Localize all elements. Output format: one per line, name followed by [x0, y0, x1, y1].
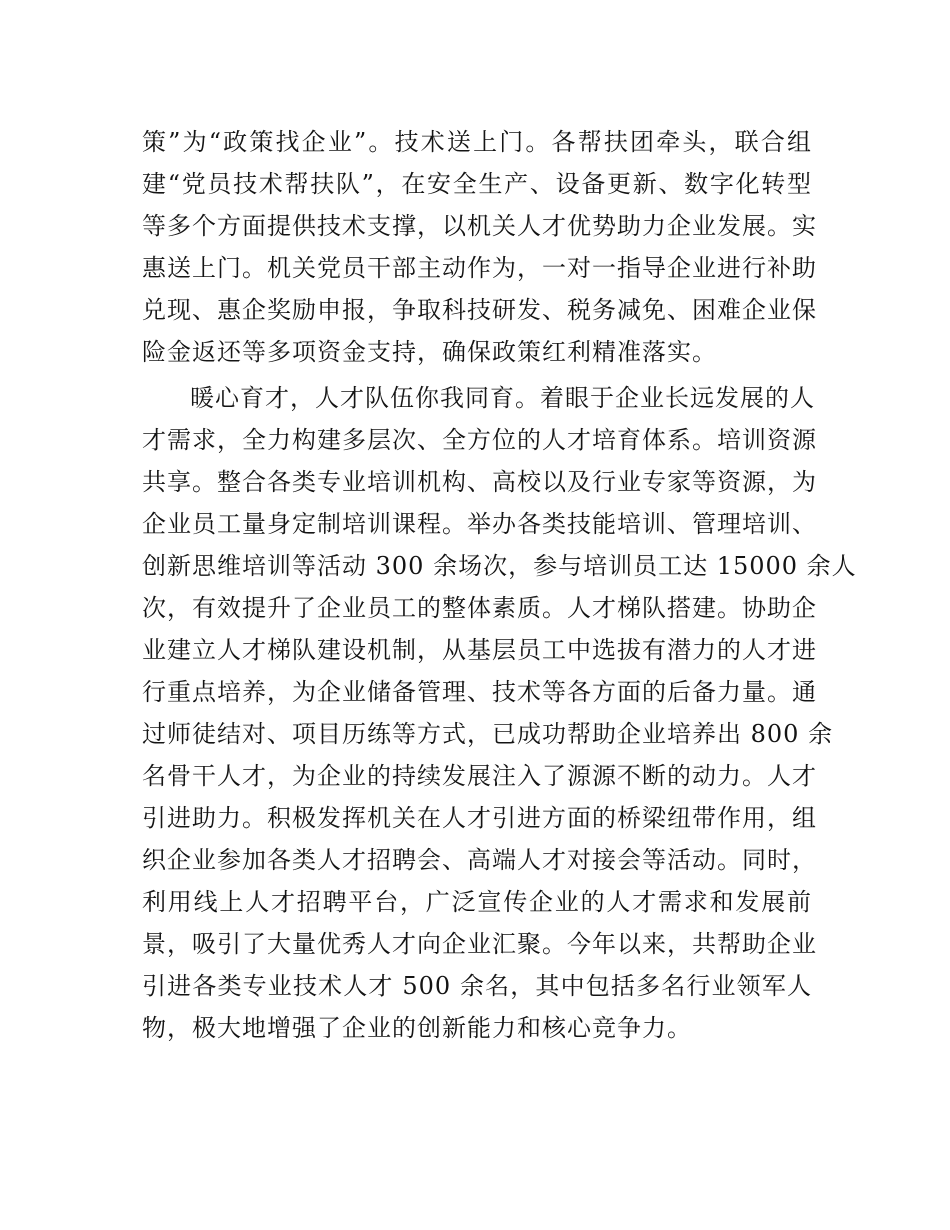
paragraph-2-line-9: 过师徒结对、项目历练等方式，已成功帮助企业培养出 800 余	[142, 720, 834, 748]
paragraph-1-line-3: 等多个方面提供技术支撑，以机关人才优势助力企业发展。实	[142, 212, 817, 240]
paragraph-1-line-5: 兑现、惠企奖励申报，争取科技研发、税务减免、困难企业保	[142, 296, 817, 324]
paragraph-2-line-7: 业建立人才梯队建设机制，从基层员工中选拔有潜力的人才进	[142, 636, 817, 664]
paragraph-2-line-6: 次，有效提升了企业员工的整体素质。人才梯队搭建。协助企	[142, 594, 817, 622]
paragraph-2-line-10: 名骨干人才，为企业的持续发展注入了源源不断的动力。人才	[142, 762, 817, 790]
paragraph-2-line-5: 创新思维培训等活动 300 余场次，参与培训员工达 15000 余人	[142, 552, 857, 580]
paragraph-2-line-8: 行重点培养，为企业储备管理、技术等各方面的后备力量。通	[142, 678, 817, 706]
paragraph-2-line-14: 景，吸引了大量优秀人才向企业汇聚。今年以来，共帮助企业	[142, 930, 817, 958]
paragraph-2-line-2: 才需求，全力构建多层次、全方位的人才培育体系。培训资源	[142, 426, 817, 454]
paragraph-1-line-1: 策”为“政策找企业”。技术送上门。各帮扶团牵头，联合组	[142, 128, 812, 156]
paragraph-2-line-1: 暖心育才，人才队伍你我同育。着眼于企业长远发展的人	[190, 384, 815, 412]
paragraph-2-line-11: 引进助力。积极发挥机关在人才引进方面的桥梁纽带作用，组	[142, 804, 817, 832]
paragraph-1-line-2: 建“党员技术帮扶队”，在安全生产、设备更新、数字化转型	[142, 170, 812, 198]
paragraph-1-line-4: 惠送上门。机关党员干部主动作为，一对一指导企业进行补助	[142, 254, 817, 282]
paragraph-2-line-13: 利用线上人才招聘平台，广泛宣传企业的人才需求和发展前	[142, 888, 812, 916]
paragraph-1-line-6: 险金返还等多项资金支持，确保政策红利精准落实。	[142, 338, 717, 366]
paragraph-2-line-15: 引进各类专业技术人才 500 余名，其中包括多名行业领军人	[142, 972, 812, 1000]
paragraph-2-line-16: 物，极大地增强了企业的创新能力和核心竞争力。	[142, 1014, 692, 1042]
paragraph-2-line-4: 企业员工量身定制培训课程。举办各类技能培训、管理培训、	[142, 510, 817, 538]
paragraph-2-line-3: 共享。整合各类专业培训机构、高校以及行业专家等资源，为	[142, 468, 817, 496]
paragraph-2-line-12: 织企业参加各类人才招聘会、高端人才对接会等活动。同时，	[142, 846, 817, 874]
